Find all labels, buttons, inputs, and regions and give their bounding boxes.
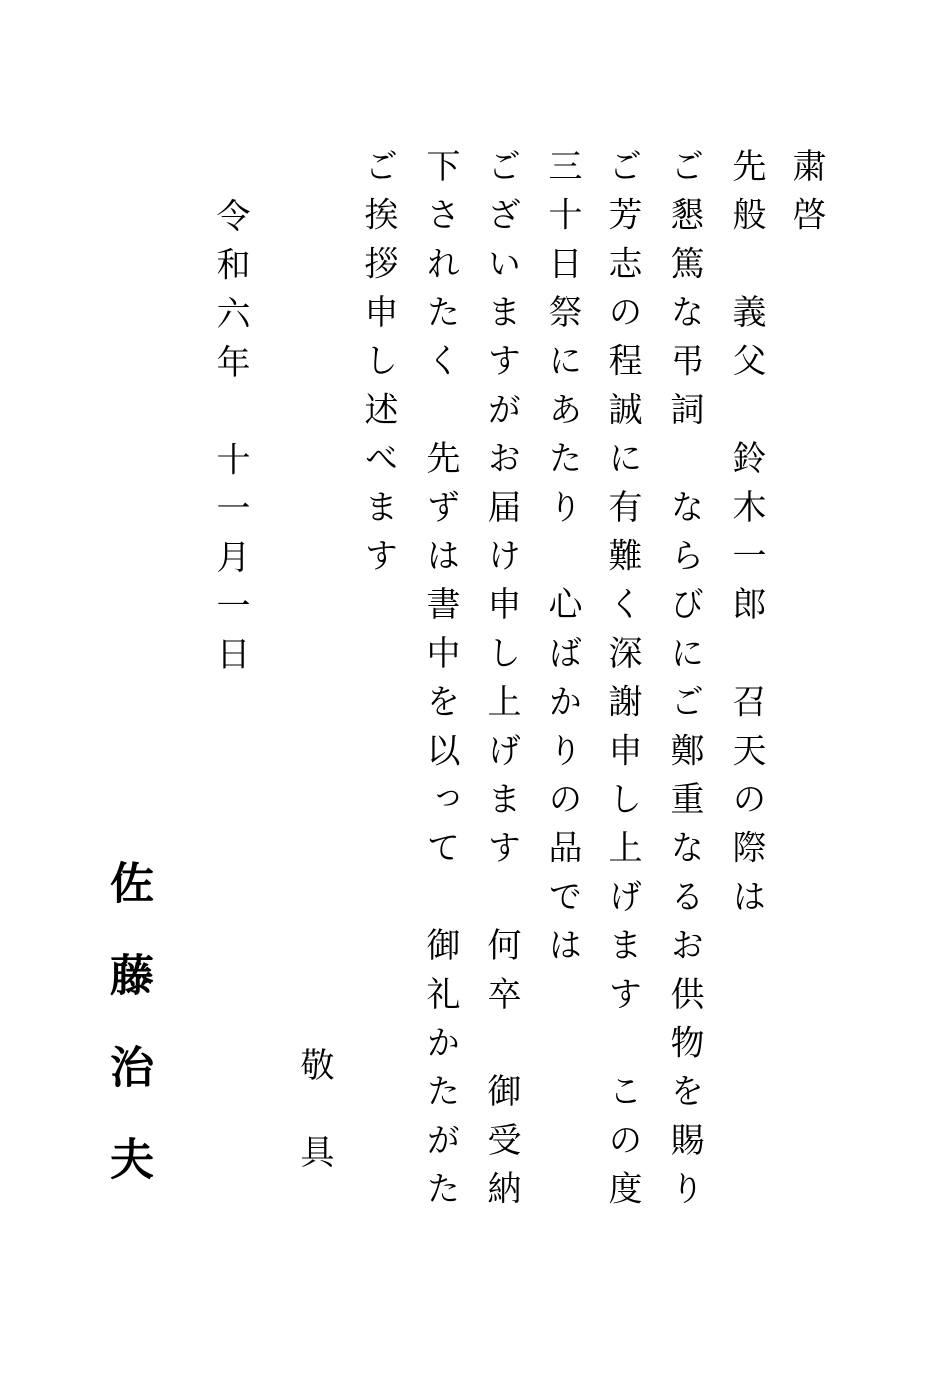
letter-line: ご挨拶申し述べます <box>358 148 398 587</box>
letter-line: ございますがお届け申し上げます 何卒 御受納 <box>481 148 521 1220</box>
letter-closing: 敬具 <box>294 1047 334 1221</box>
letter-line: 下されたく 先ずは書中を以って 御礼かたがた <box>420 148 460 1220</box>
letter-opening: 粛啓 <box>786 148 826 246</box>
letter-line: ご懇篤な弔詞 ならびにご鄭重なるお供物を賜り <box>664 148 704 1220</box>
letter-line: ご芳志の程誠に有難く深謝申し上げます この度 <box>602 148 642 1220</box>
letter-signature: 佐藤治夫 <box>102 860 153 1228</box>
letter-line: 三十日祭にあたり 心ばかりの品では <box>542 148 582 976</box>
letter-line: 先般 義父 鈴木一郎 召天の際は <box>726 148 766 928</box>
letter-date: 令和六年 十一月一日 <box>210 198 250 685</box>
